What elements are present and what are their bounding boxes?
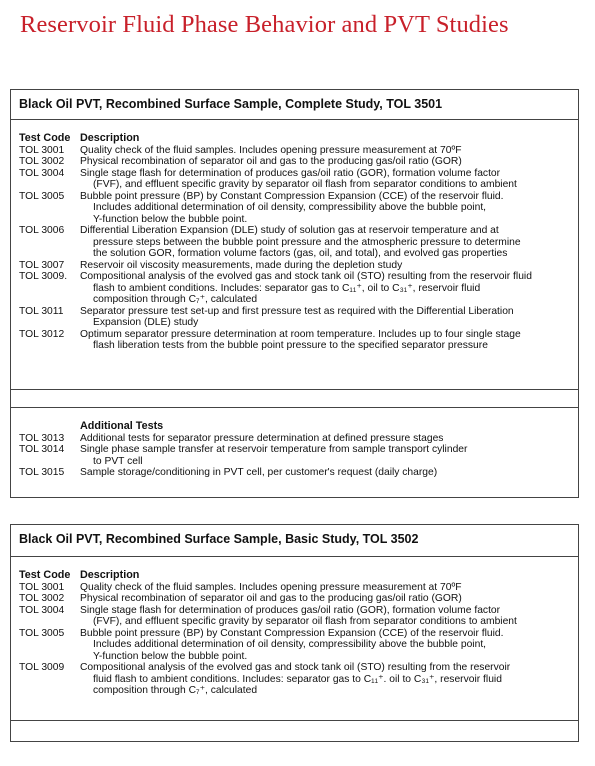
table-row <box>19 593 578 605</box>
description-line: Compositional analysis of the evolved gas and stock tank oil (STO) resulting from the reservoir <box>80 662 511 673</box>
description-line: Physical recombination of separator oil and gas to the producing gas/oil ratio (GOR) <box>80 593 462 604</box>
col-description: Description <box>80 569 140 581</box>
description-line: Reservoir oil viscosity measurements, made during the depletion study <box>80 259 403 271</box>
description-line: pressure steps between the bubble point pressure and the atmospheric pressure to determine <box>93 236 521 248</box>
description-line: the solution GOR, formation volume factors (gas, oil, and total), and evolved gas properties <box>93 248 508 259</box>
test-code: TOL 3002 <box>19 593 65 604</box>
table-row <box>19 444 578 467</box>
description-line: Single phase sample transfer at reservoir temperature from sample transport cylinder <box>80 444 468 455</box>
test-description <box>80 329 578 352</box>
description-line: flash to ambient conditions. Includes: separator gas to C₁₁⁺, oil to C₃₁⁺, reservoir fluid <box>93 282 481 294</box>
description-line: (FVF), and effluent specific gravity by separator oil flash from separator conditions to ambient <box>93 616 517 627</box>
test-description <box>80 260 578 272</box>
col-test-code: Test Code <box>19 569 71 581</box>
description-line: Quality check of the fluid samples. Includes opening pressure measurement at 70ºF <box>80 581 462 593</box>
description-line: composition through C₇⁺, calculated <box>93 685 258 696</box>
description-line: Separator pressure test set-up and first pressure test as required with the Differential Liberation <box>80 305 514 317</box>
description-line: to PVT cell <box>93 455 143 467</box>
test-code: TOL 3011 <box>19 305 64 317</box>
test-code: TOL 3013 <box>19 432 65 444</box>
description-line: Includes additional determination of oil density, compressibility above the bubble point, <box>93 202 487 213</box>
test-description <box>80 433 578 445</box>
table-row <box>19 168 578 191</box>
test-description <box>80 605 578 628</box>
table-row <box>19 329 578 352</box>
page-title: Reservoir Fluid Phase Behavior and PVT Studies <box>20 11 509 38</box>
table-row <box>19 467 578 479</box>
test-description <box>80 662 578 697</box>
test-description <box>80 467 578 479</box>
test-code: TOL 3004 <box>19 167 65 179</box>
test-description <box>80 168 578 191</box>
additional-tests-section <box>11 407 578 479</box>
additional-tests-title: Additional Tests <box>80 420 164 432</box>
table-row <box>19 145 578 157</box>
test-code: TOL 3012 <box>19 328 65 340</box>
test-code: TOL 3009 <box>19 662 65 673</box>
test-description <box>80 306 578 329</box>
description-line: flash liberation tests from the bubble point pressure to the specified separator pressure <box>93 340 488 351</box>
description-line: (FVF), and effluent specific gravity by separator oil flash from separator conditions to ambient <box>93 179 517 190</box>
test-code: TOL 3005 <box>19 627 65 639</box>
table-row <box>19 225 578 260</box>
complete-study-tests <box>11 120 578 352</box>
divider <box>11 720 578 721</box>
description-line: Y-function below the bubble point. <box>93 213 248 225</box>
complete-study-table <box>10 89 579 498</box>
table-row <box>19 628 578 663</box>
description-line: Additional tests for separator pressure determination at defined pressure stages <box>80 432 444 444</box>
basic-study-table <box>10 524 579 742</box>
table-row <box>19 191 578 226</box>
description-line: Compositional analysis of the evolved gas and stock tank oil (STO) resulting from the reservoir fluid <box>80 271 532 282</box>
description-line: Bubble point pressure (BP) by Constant Compression Expansion (CCE) of the reservoir fluid. <box>80 627 504 639</box>
description-line: Single stage flash for determination of produces gas/oil ratio (GOR), formation volume factor <box>80 167 501 179</box>
description-line: Single stage flash for determination of produces gas/oil ratio (GOR), formation volume factor <box>80 604 501 616</box>
description-line: Optimum separator pressure determination at room temperature. Includes up to four single stage <box>80 328 521 340</box>
test-description <box>80 628 578 663</box>
description-line: Includes additional determination of oil density, compressibility above the bubble point, <box>93 639 487 650</box>
test-code: TOL 3001 <box>19 581 65 593</box>
test-code: TOL 3002 <box>19 156 65 167</box>
table-row <box>19 605 578 628</box>
complete-study-header: Black Oil PVT, Recombined Surface Sample, Complete Study, TOL 3501 <box>11 90 578 120</box>
table-row <box>19 271 578 306</box>
description-line: Sample storage/conditioning in PVT cell, per customer's request (daily charge) <box>80 467 438 478</box>
col-description: Description <box>80 132 140 144</box>
description-line: Differential Liberation Expansion (DLE) study of solution gas at reservoir temperature and at <box>80 225 499 236</box>
description-line: Quality check of the fluid samples. Includes opening pressure measurement at 70ºF <box>80 144 462 156</box>
test-code: TOL 3009. <box>19 271 68 282</box>
basic-study-header: Black Oil PVT, Recombined Surface Sample, Basic Study, TOL 3502 <box>11 525 578 557</box>
table-row <box>19 156 578 168</box>
test-description <box>80 582 578 594</box>
test-description <box>80 271 578 306</box>
basic-study-rows <box>11 557 578 697</box>
col-test-code: Test Code <box>19 132 71 144</box>
test-code: TOL 3004 <box>19 604 65 616</box>
test-code: TOL 3007 <box>19 259 65 271</box>
test-description <box>80 593 578 605</box>
test-code: TOL 3015 <box>19 467 65 478</box>
table-row <box>19 433 578 445</box>
table-row <box>19 582 578 594</box>
column-headers <box>19 133 578 145</box>
basic-study-tests <box>11 557 578 697</box>
description-line: composition through C₇⁺, calculated <box>93 294 258 305</box>
description-line: Expansion (DLE) study <box>93 317 199 328</box>
description-line: Y-function below the bubble point. <box>93 650 248 662</box>
table-row <box>19 260 578 272</box>
description-line: Bubble point pressure (BP) by Constant Compression Expansion (CCE) of the reservoir fluid. <box>80 190 504 202</box>
column-headers <box>19 570 578 582</box>
description-line: fluid flash to ambient conditions. Includes: separator gas to C₁₁⁺. oil to C₃₁⁺, reservoir fluid <box>93 673 502 685</box>
test-description <box>80 444 578 467</box>
table-row <box>19 306 578 329</box>
complete-study-rows <box>11 120 578 352</box>
test-code: TOL 3005 <box>19 190 65 202</box>
test-description <box>80 225 578 260</box>
test-code: TOL 3014 <box>19 444 65 455</box>
test-description <box>80 191 578 226</box>
test-description <box>80 156 578 168</box>
table-row <box>19 662 578 697</box>
test-description <box>80 145 578 157</box>
divider <box>11 389 578 390</box>
test-code: TOL 3006 <box>19 225 65 236</box>
test-code: TOL 3001 <box>19 144 65 156</box>
description-line: Physical recombination of separator oil and gas to the producing gas/oil ratio (GOR) <box>80 156 462 167</box>
